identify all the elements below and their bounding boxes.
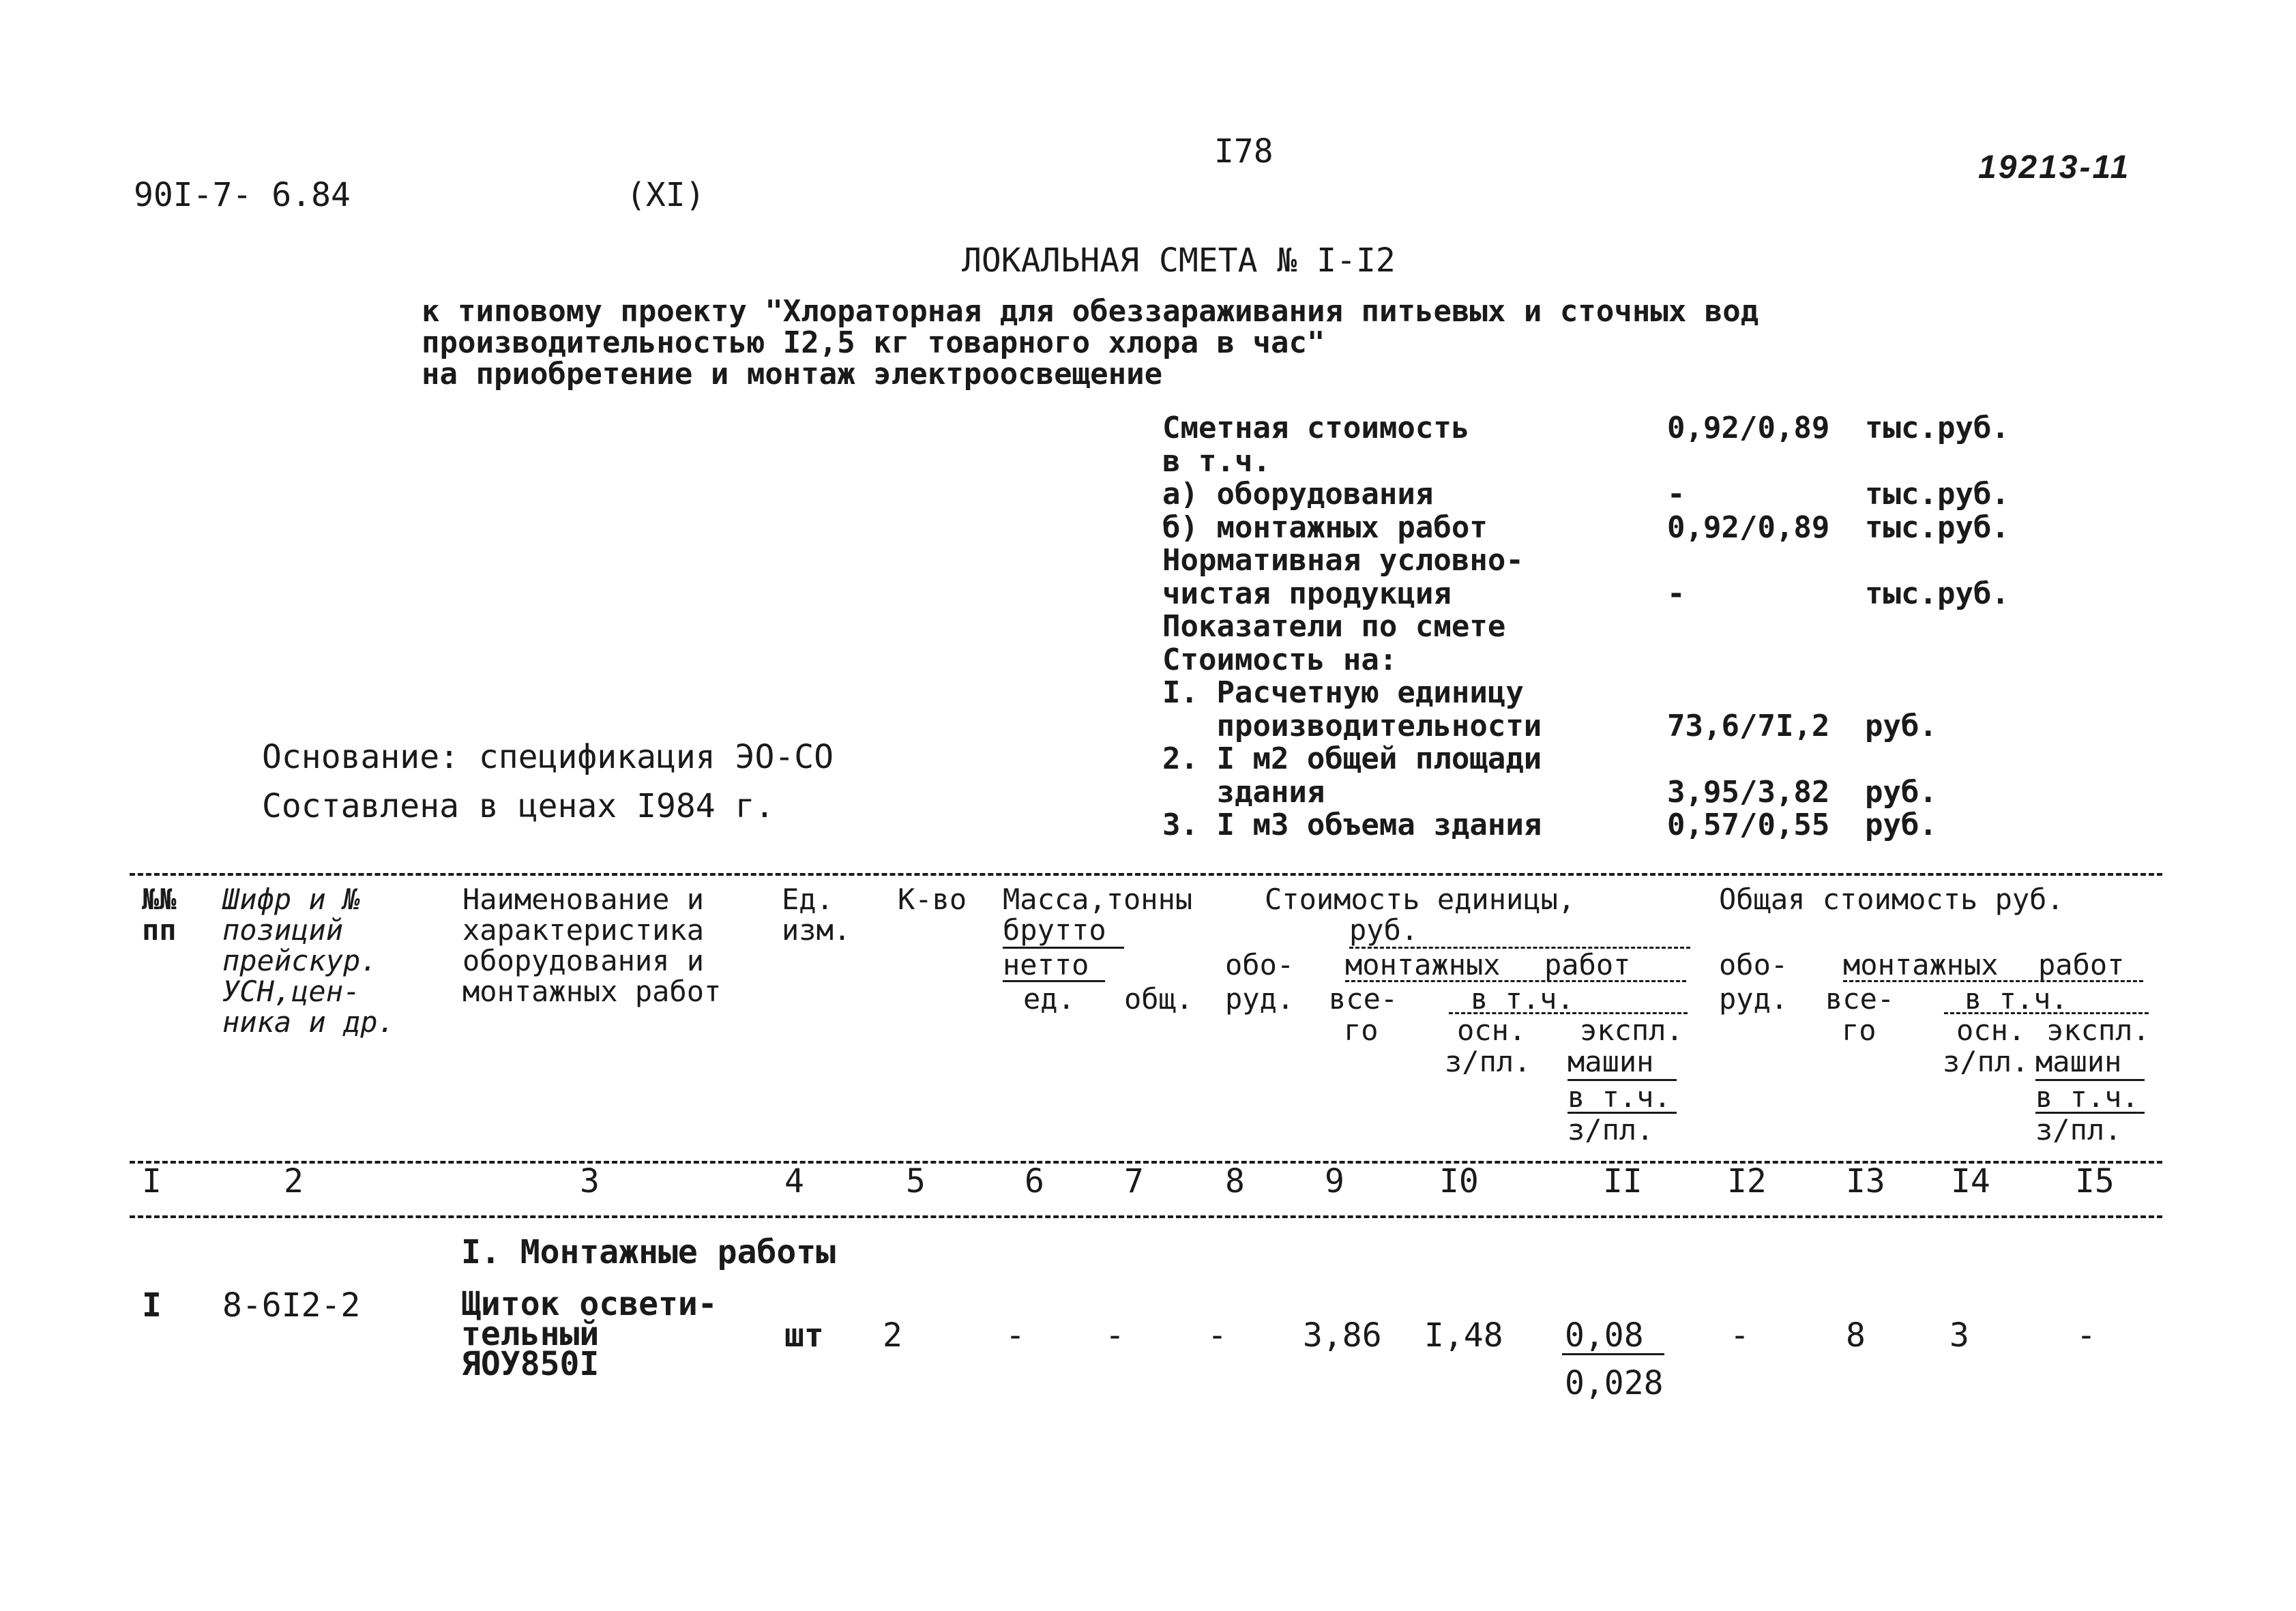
cell-machines-wage: 0,028: [1565, 1364, 1664, 1402]
summary-value: [1667, 445, 1865, 479]
summary-label: а) оборудования: [1162, 477, 1434, 512]
summary-label: Нормативная условно-: [1162, 543, 1524, 578]
document-title: ЛОКАЛЬНАЯ СМЕТА № I-I2: [962, 241, 1396, 280]
cell-mass-total: -: [1105, 1316, 1125, 1355]
summary-label: 2. I м2 общей площади: [1162, 741, 1542, 776]
cell-unit: шт: [784, 1316, 824, 1355]
header-col-2: Шифр и № позиций прейскур. УСН,цен- ника и др.: [222, 883, 395, 1039]
summary-unit: тыс.руб.: [1865, 576, 2010, 611]
summary-unit: тыс.руб.: [1865, 509, 2010, 545]
summary-label: I. Расчетную единицу: [1162, 675, 1524, 710]
header-total-incl: в т.ч.: [1964, 982, 2068, 1016]
column-number: 4: [784, 1162, 804, 1200]
cell-install-base-wage: I,48: [1424, 1316, 1503, 1355]
column-number: 9: [1325, 1162, 1344, 1200]
document-code: 90I-7- 6.84: [134, 176, 351, 214]
header-machines-4: з/пл.: [1568, 1113, 1654, 1147]
subtitle-line: на приобретение и монтаж электроосвещение: [422, 357, 1163, 391]
header-equip-1: обо-: [1225, 948, 1295, 981]
machines-fraction-line: [1562, 1353, 1664, 1355]
header-total-install: монтажных: [1843, 948, 1999, 981]
header-mass: Масса,тонны: [1003, 883, 1193, 916]
section-title: I. Монтажные работы: [461, 1233, 836, 1271]
header-base-1: осн.: [1457, 1014, 1527, 1047]
header-total-base-2: з/пл.: [1943, 1045, 2029, 1078]
column-number: 5: [906, 1162, 926, 1200]
summary-unit: руб.: [1865, 808, 1937, 842]
cell-install-total: 3,86: [1303, 1316, 1382, 1355]
column-number: I5: [2075, 1162, 2115, 1200]
summary-unit: [1865, 743, 2042, 776]
table-top-rule: [130, 873, 2162, 876]
header-equip-2: руд.: [1225, 982, 1295, 1016]
header-brutto: брутто: [1003, 913, 1106, 947]
cell-machines: 0,08: [1565, 1316, 1644, 1355]
cost-summary: [1162, 412, 2042, 842]
cell-equipment: -: [1207, 1316, 1227, 1355]
header-col-5: К-во: [898, 883, 967, 916]
header-install-total-1: все-: [1329, 982, 1398, 1016]
summary-value: 0,92/0,89: [1667, 509, 1830, 545]
summary-unit: [1865, 677, 2042, 710]
column-number: I4: [1951, 1162, 1990, 1200]
cell-code: 8-6I2-2: [222, 1286, 361, 1325]
page-number: I78: [1214, 132, 1274, 171]
cell-num: I: [142, 1286, 162, 1325]
header-unit-cost: Стоимость единицы,: [1265, 883, 1576, 916]
summary-label: Сметная стоимость: [1162, 411, 1470, 445]
summary-label: производительности: [1162, 708, 1542, 743]
header-machines-3: в т.ч.: [1568, 1080, 1671, 1114]
header-base-2: з/пл.: [1445, 1045, 1531, 1078]
summary-unit: тыс.руб.: [1865, 477, 2010, 512]
cell-total-install: 8: [1846, 1316, 1866, 1355]
header-machines-2: машин: [1568, 1045, 1654, 1078]
cell-total-equipment: -: [1730, 1316, 1750, 1355]
header-total-machines-2: машин: [2035, 1045, 2122, 1078]
header-netto: нетто: [1003, 948, 1089, 981]
subtitle-line: производительностью I2,5 кг товарного хлора в час": [422, 325, 1325, 360]
column-number: 8: [1225, 1162, 1245, 1200]
archive-number: 19213-11: [1978, 149, 2131, 186]
summary-label: б) монтажных работ: [1162, 509, 1488, 545]
cell-total-machines: -: [2076, 1316, 2096, 1355]
cell-name: Щиток освети- тельный ЯОУ850I: [461, 1285, 718, 1383]
header-total-machines-3: в т.ч.: [2035, 1080, 2139, 1114]
header-col-3: Наименование и характеристика оборудования и монтажных работ: [462, 883, 722, 1008]
summary-unit: руб.: [1865, 774, 1937, 810]
summary-unit: [1865, 445, 2042, 479]
summary-value: [1667, 743, 1865, 776]
column-number: II: [1603, 1162, 1643, 1200]
summary-value: -: [1667, 576, 1686, 611]
column-number: I: [142, 1162, 162, 1200]
header-unit-cost-rub: руб.: [1349, 913, 1419, 947]
summary-value: 3,95/3,82: [1667, 774, 1830, 810]
summary-unit: [1865, 544, 2042, 578]
summary-value: [1667, 677, 1865, 710]
document-subtitle: [422, 296, 1758, 390]
summary-value: 0,57/0,55: [1667, 808, 1830, 842]
header-total-machines-1: экспл.: [2046, 1014, 2150, 1047]
summary-value: 73,6/7I,2: [1667, 708, 1830, 743]
header-total-install-total-1: все-: [1825, 982, 1895, 1016]
header-machines-1: экспл.: [1580, 1014, 1683, 1047]
cell-qty: 2: [883, 1316, 902, 1355]
subtitle-line: к типовому проекту "Хлораторная для обеззараживания питьевых и сточных вод: [422, 294, 1759, 329]
summary-label: Стоимость на:: [1162, 642, 1398, 677]
summary-value: [1667, 644, 1865, 677]
header-install: монтажных: [1345, 948, 1501, 981]
summary-unit: руб.: [1865, 708, 1937, 743]
header-total-equip-1: обо-: [1719, 948, 1789, 981]
summary-value: -: [1667, 477, 1686, 512]
header-total-equip-2: руд.: [1719, 982, 1789, 1016]
estimate-basis: Основание: спецификация ЭО-СО: [262, 738, 834, 776]
column-number: I3: [1846, 1162, 1885, 1200]
header-mass-total: общ.: [1124, 982, 1194, 1016]
column-number: 7: [1124, 1162, 1144, 1200]
header-col-1: №№ пп: [142, 883, 177, 947]
header-incl: в т.ч.: [1471, 982, 1574, 1016]
summary-value: [1667, 544, 1865, 578]
header-install-total-2: го: [1344, 1014, 1379, 1047]
column-numbers-bottom-rule: [130, 1215, 2162, 1218]
header-total-install-total-2: го: [1842, 1014, 1876, 1047]
column-number: I0: [1439, 1162, 1479, 1200]
summary-unit: тыс.руб.: [1865, 411, 2010, 445]
summary-label: 3. I м3 объема здания: [1162, 808, 1542, 842]
summary-label: Показатели по смете: [1162, 609, 1506, 644]
document-part: (XI): [626, 176, 705, 214]
column-number: 2: [284, 1162, 304, 1200]
header-install-works: работ: [1544, 948, 1631, 981]
summary-label: в т.ч.: [1162, 443, 1271, 479]
cell-total-base-wage: 3: [1949, 1316, 1969, 1355]
column-number: 3: [580, 1162, 600, 1200]
header-total-cost: Общая стоимость руб.: [1719, 883, 2064, 916]
price-level: Составлена в ценах I984 г.: [262, 787, 775, 825]
column-number: 6: [1025, 1162, 1044, 1200]
summary-label: чистая продукция: [1162, 576, 1452, 611]
summary-label: здания: [1162, 774, 1325, 810]
summary-value: 0,92/0,89: [1667, 411, 1830, 445]
header-total-install-works: работ: [2038, 948, 2125, 981]
header-total-machines-4: з/пл.: [2035, 1113, 2122, 1147]
summary-unit: [1865, 644, 2042, 677]
header-mass-unit: ед.: [1023, 982, 1075, 1016]
header-total-base-1: осн.: [1956, 1014, 2026, 1047]
header-col-4: Ед. изм.: [782, 883, 851, 947]
summary-value: [1667, 610, 1865, 644]
column-number: I2: [1727, 1162, 1767, 1200]
cell-mass-unit: -: [1005, 1316, 1025, 1355]
summary-unit: [1865, 610, 2042, 644]
